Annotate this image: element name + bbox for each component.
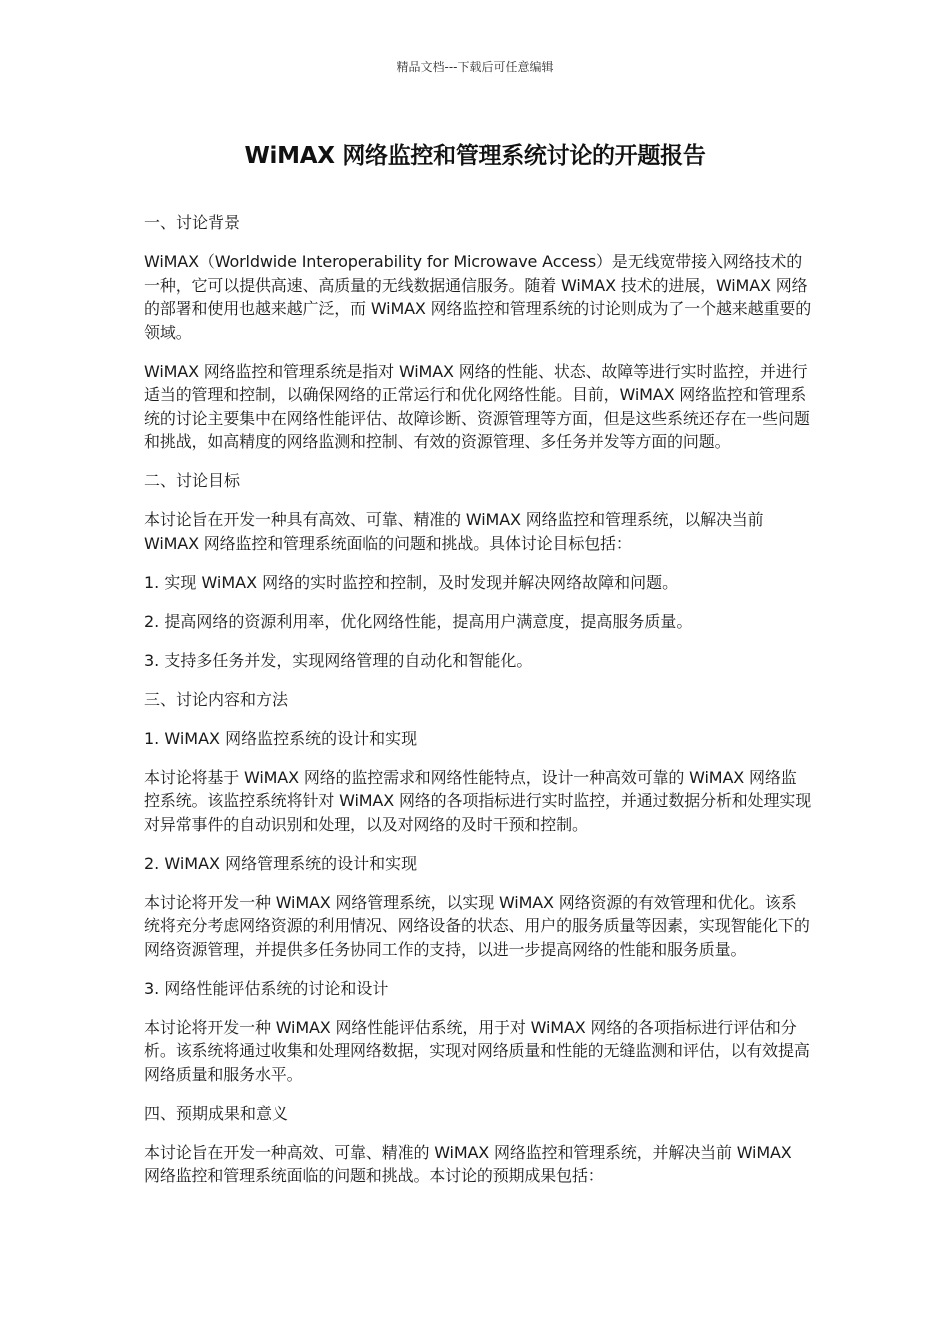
paragraph: 本讨论将基于 WiMAX 网络的监控需求和网络性能特点，设计一种高效可靠的 WiMAX 网络监控系统。该监控系统将针对 WiMAX 网络的各项指标进行实时监控，并通过数据分析和处理实现对异常事件的自动识别和处理，以及对网络的及时干预和控制。 xyxy=(144,767,812,834)
section-heading-outcomes: 四、预期成果和意义 xyxy=(144,1103,289,1123)
document-body xyxy=(144,211,812,1203)
section-heading-background: 一、讨论背景 xyxy=(144,213,241,232)
paragraph: WiMAX（Worldwide Interoperability for Microwave Access）是无线宽带接入网络技术的一种，它可以提供高速、高质量的无线数据通信服务。随着 WiMAX 技术的进展，WiMAX 网络的部署和使用也越来越广泛，而 WiMAX 网络监控和管理系统的讨论则成为了一个越来越重要的领域。 xyxy=(144,252,812,342)
paragraph: 本讨论旨在开发一种高效、可靠、精准的 WiMAX 网络监控和管理系统，并解决当前 WiMAX 网络监控和管理系统面临的问题和挑战。本讨论的预期成果包括： xyxy=(144,1142,792,1185)
goal-item: 2. 提高网络的资源利用率，优化网络性能，提高用户满意度，提高服务质量。 xyxy=(144,611,693,631)
section-heading-content: 三、讨论内容和方法 xyxy=(144,689,289,709)
subsection-heading: 2. WiMAX 网络管理系统的设计和实现 xyxy=(144,853,418,873)
paragraph: 本讨论旨在开发一种具有高效、可靠、精准的 WiMAX 网络监控和管理系统，以解决当前 WiMAX 网络监控和管理系统面临的问题和挑战。具体讨论目标包括： xyxy=(144,510,764,553)
paragraph: WiMAX 网络监控和管理系统是指对 WiMAX 网络的性能、状态、故障等进行实时监控，并进行适当的管理和控制，以确保网络的正常运行和优化网络性能。目前，WiMAX 网络监控和管理系统的讨论主要集中在网络性能评估、故障诊断、资源管理等方面，但是这些系统还存在一些问题和挑战，如高精度的网络监测和控制、有效的资源管理、多任务并发等方面的问题。 xyxy=(144,361,810,451)
goal-item: 1. 实现 WiMAX 网络的实时监控和控制，及时发现并解决网络故障和问题。 xyxy=(144,572,679,592)
document-title: WiMAX 网络监控和管理系统讨论的开题报告 xyxy=(244,143,706,169)
paragraph: 本讨论将开发一种 WiMAX 网络管理系统，以实现 WiMAX 网络资源的有效管理和优化。该系统将充分考虑网络资源的利用情况、网络设备的状态、用户的服务质量等因素，实现智能化下的网络资源管理，并提供多任务协同工作的支持，以进一步提高网络的性能和服务质量。 xyxy=(144,892,810,959)
page-header: 精品文档---下载后可任意编辑 xyxy=(396,60,554,74)
subsection-heading: 3. 网络性能评估系统的讨论和设计 xyxy=(144,978,389,998)
paragraph: 本讨论将开发一种 WiMAX 网络性能评估系统，用于对 WiMAX 网络的各项指标进行评估和分析。该系统将通过收集和处理网络数据，实现对网络质量和性能的无缝监测和评估，以有效提高网络质量和服务水平。 xyxy=(144,1017,810,1084)
subsection-heading: 1. WiMAX 网络监控系统的设计和实现 xyxy=(144,728,418,748)
section-heading-goals: 二、讨论目标 xyxy=(144,471,241,490)
goal-item: 3. 支持多任务并发，实现网络管理的自动化和智能化。 xyxy=(144,650,533,670)
